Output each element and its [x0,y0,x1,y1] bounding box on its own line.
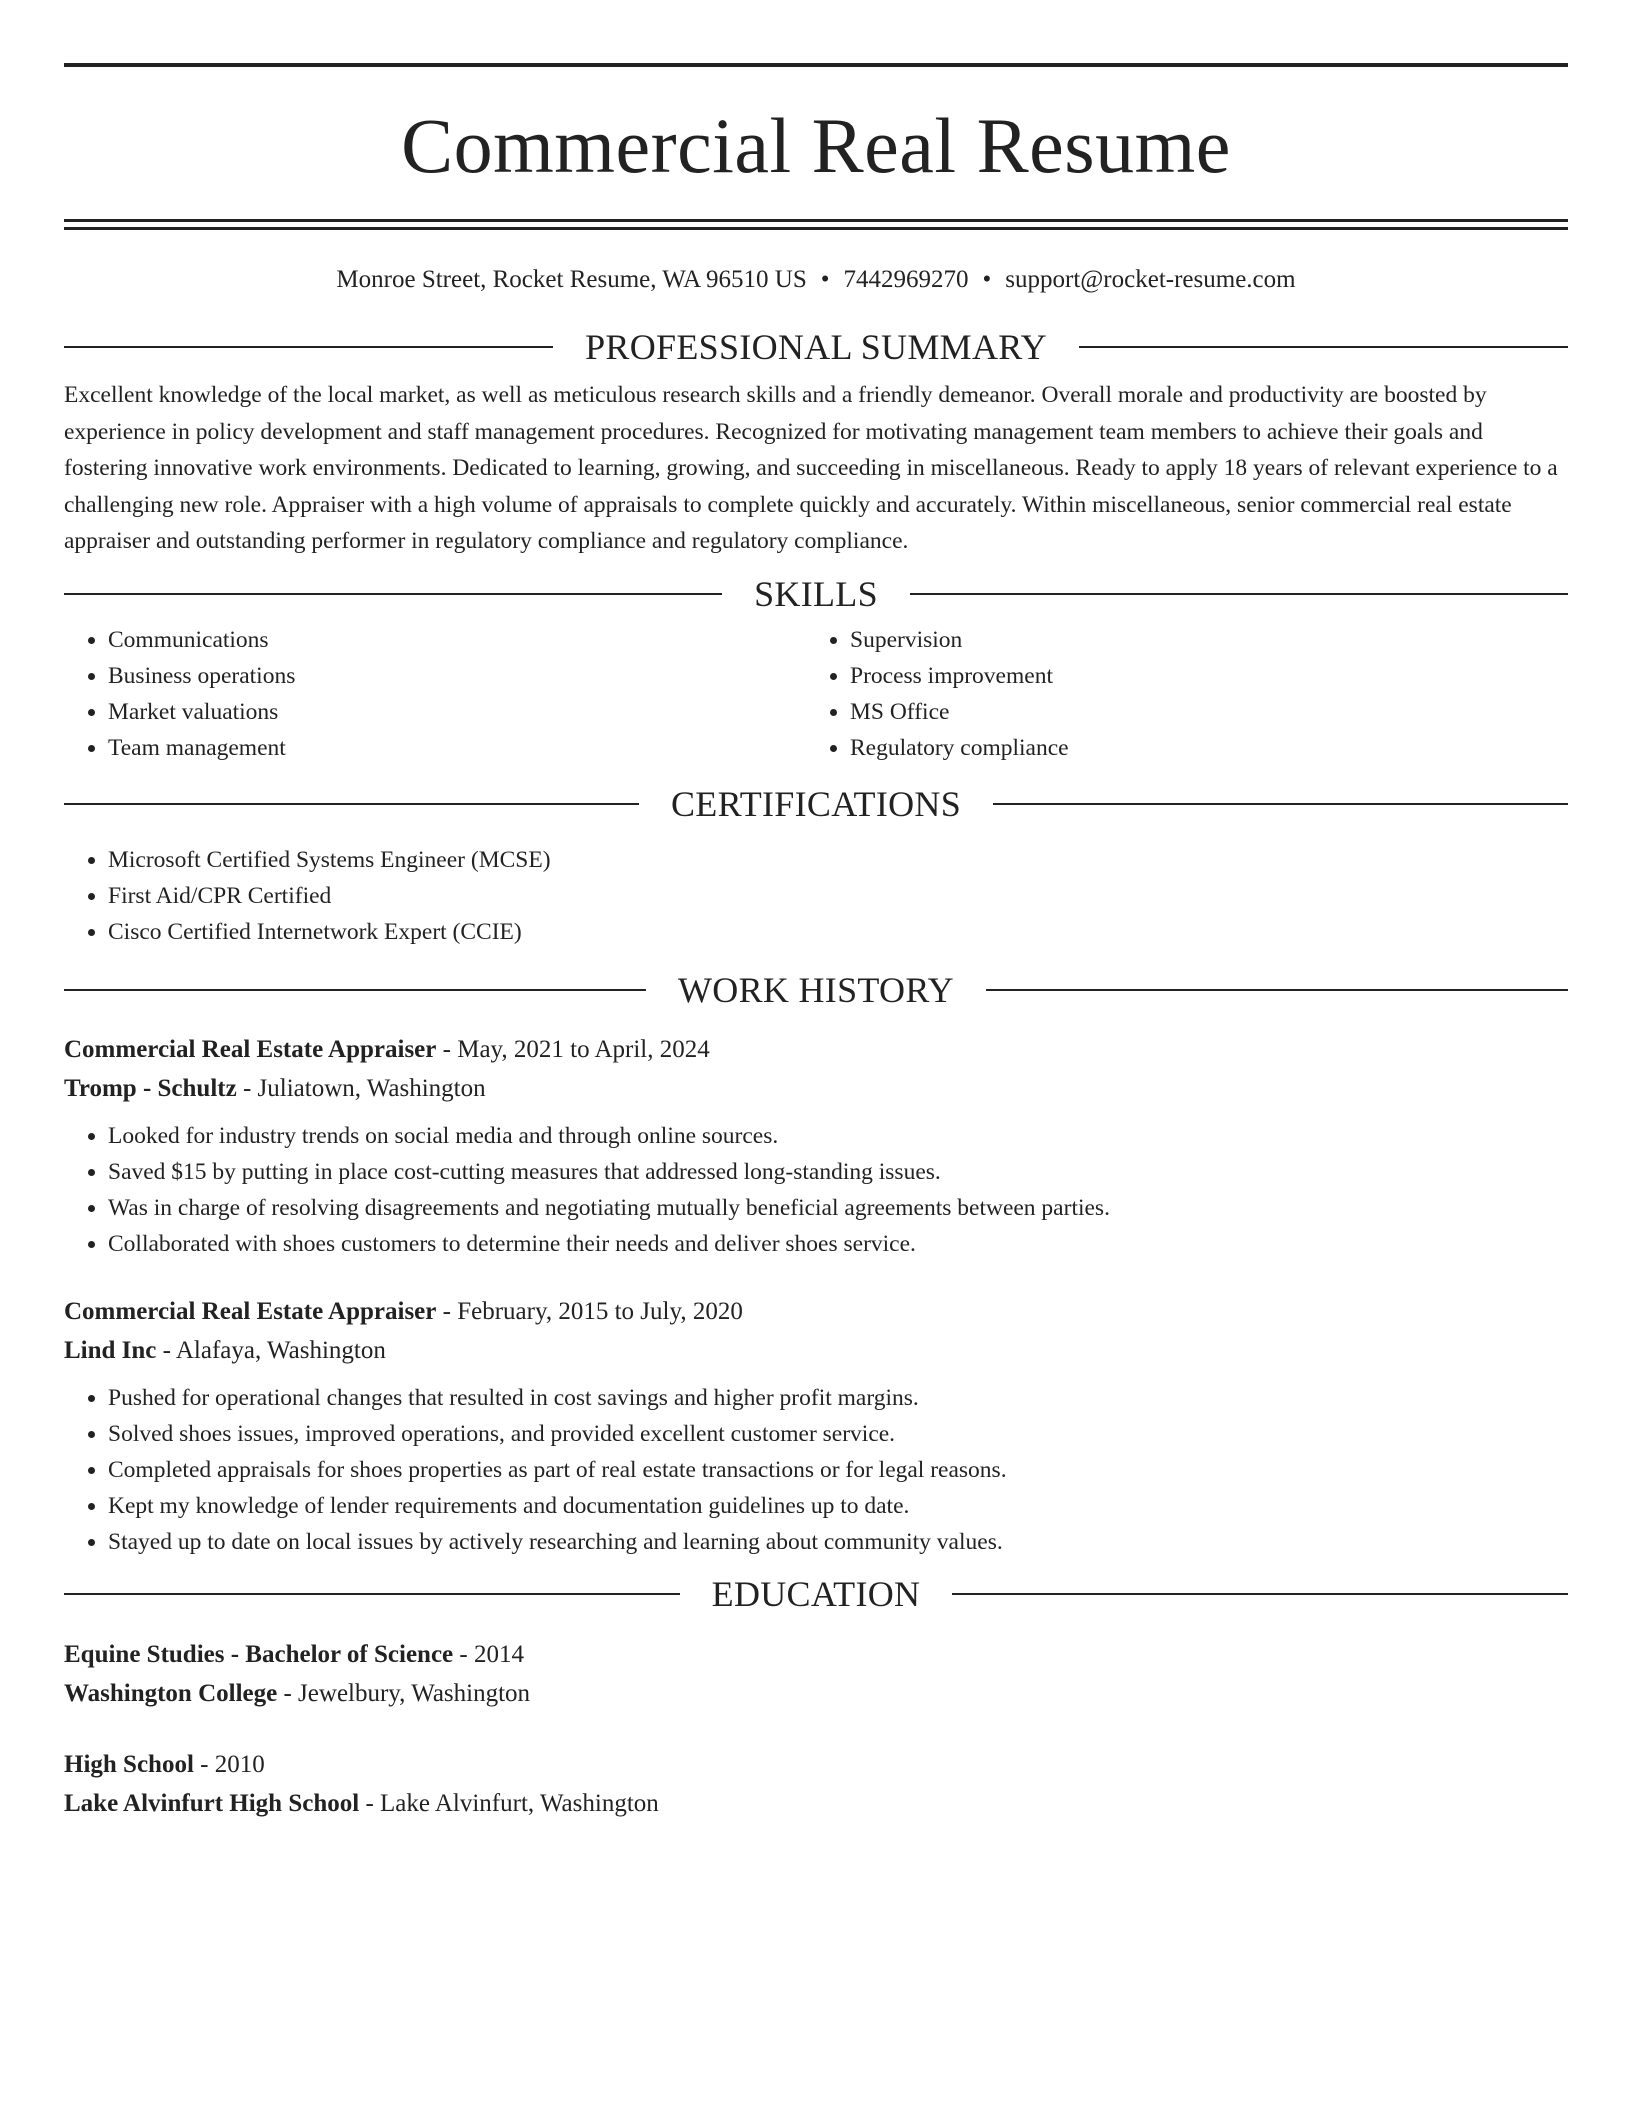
certification-item: • Microsoft Certified Systems Engineer (MCSE) [108,842,1568,878]
education-degree: Equine Studies - Bachelor of Science [64,1640,454,1668]
job-position: Commercial Real Estate Appraiser [64,1035,437,1063]
contact-address: Monroe Street, Rocket Resume, WA 96510 US [336,266,807,293]
double-rule [64,219,1568,230]
job-bullet: • Collaborated with shoes customers to determine their needs and deliver shoes service. [108,1226,1568,1262]
resume-page [64,63,1568,1823]
job-company-line [64,1331,1568,1370]
education-entry [64,1745,1568,1823]
skills-column-left [64,622,806,766]
summary-text: Excellent knowledge of the local market, as well as meticulous research skills and a friendly demeanor. Overall morale and productivity are boosted by experience in policy development and staff management procedures. Recognized for motivating management team members to achieve their goals and fostering innovative work environments. Dedicated to learning, growing, and succeeding in miscellaneous. Ready to apply 18 years of relevant experience to a challenging new role. Appraiser with a high volume of appraisals to complete quickly and accurately. Within miscellaneous, senior commercial real estate appraiser and outstanding performer in regulatory compliance and regulatory compliance. [64,382,1558,554]
education-entry [64,1635,1568,1713]
education-location: - Lake Alvinfurt, Washington [359,1789,659,1817]
skill-item: • Supervision [850,622,1548,658]
job-title-line [64,1030,1568,1069]
education-location: - Jewelbury, Washington [277,1679,531,1707]
contact-separator: • [820,266,830,293]
work-title: WORK HISTORY [678,969,954,1010]
education-school: Lake Alvinfurt High School [64,1789,360,1817]
education-degree-line [64,1745,1568,1784]
resume-title: Commercial Real Resume [401,102,1231,189]
education-title: EDUCATION [711,1573,921,1614]
education-degree: High School [64,1750,194,1778]
certification-item: • First Aid/CPR Certified [108,878,1568,914]
education-school-line [64,1674,1568,1713]
skill-item: • Team management [108,730,806,766]
education-school-line [64,1784,1568,1823]
skill-item: • Process improvement [850,658,1548,694]
job-dates: - February, 2015 to July, 2020 [436,1297,743,1325]
job-bullet: • Pushed for operational changes that resulted in cost savings and higher profit margins. [108,1380,1568,1416]
heading-rule-left [64,346,553,348]
heading-rule-left [64,1593,680,1595]
skill-item: • Business operations [108,658,806,694]
education-degree-line [64,1635,1568,1674]
job-bullet: • Stayed up to date on local issues by actively researching and learning about community values. [108,1524,1568,1560]
job-dates: - May, 2021 to April, 2024 [436,1035,710,1063]
job-bullet: • Kept my knowledge of lender requirements and documentation guidelines up to date. [108,1488,1568,1524]
job-bullet: • Looked for industry trends on social media and through online sources. [108,1118,1568,1154]
education-year: - 2014 [453,1640,524,1668]
education-year: - 2010 [193,1750,265,1778]
summary-heading [64,327,1568,367]
summary-title: PROFESSIONAL SUMMARY [585,327,1047,367]
skills-title: SKILLS [754,573,878,614]
heading-rule-right [1079,346,1568,348]
certification-item: • Cisco Certified Internetwork Expert (CCIE) [108,914,1568,950]
job-bullets [64,1380,1568,1560]
education-school: Washington College [64,1679,278,1707]
contact-email: support@rocket-resume.com [1005,266,1296,293]
job-entry [64,1030,1568,1262]
heading-rule-left [64,593,722,595]
job-location: - Alafaya, Washington [156,1336,386,1364]
heading-rule-left [64,989,646,991]
skills-column-right [806,622,1548,766]
job-company: Lind Inc [64,1336,157,1364]
skills-list [64,622,1568,766]
contact-line [64,265,1568,295]
skills-heading [64,574,1568,614]
job-company: Tromp - Schultz [64,1074,237,1102]
work-heading [64,970,1568,1010]
heading-rule-right [993,803,1568,805]
job-bullet: • Solved shoes issues, improved operations, and provided excellent customer service. [108,1416,1568,1452]
heading-rule-right [910,593,1568,595]
certifications-heading [64,784,1568,824]
education-heading [64,1574,1568,1614]
job-position: Commercial Real Estate Appraiser [64,1297,437,1325]
job-bullet: • Was in charge of resolving disagreements and negotiating mutually beneficial agreements between parties. [108,1190,1568,1226]
contact-separator: • [982,266,992,293]
certifications-list [64,842,1568,950]
skill-item: • MS Office [850,694,1548,730]
heading-rule-right [952,1593,1568,1595]
job-location: - Juliatown, Washington [236,1074,486,1102]
job-bullet: • Completed appraisals for shoes properties as part of real estate transactions or for legal reasons. [108,1452,1568,1488]
certifications-title: CERTIFICATIONS [670,783,962,824]
contact-phone: 7442969270 [843,266,969,293]
skill-item: • Communications [108,622,806,658]
heading-rule-left [64,803,639,805]
job-bullet: • Saved $15 by putting in place cost-cutting measures that addressed long-standing issues. [108,1154,1568,1190]
heading-rule-right [986,989,1568,991]
skill-item: • Market valuations [108,694,806,730]
job-company-line [64,1069,1568,1108]
job-bullets [64,1118,1568,1262]
skill-item: • Regulatory compliance [850,730,1548,766]
job-title-line [64,1292,1568,1331]
top-rule [64,63,1568,67]
job-entry [64,1292,1568,1560]
